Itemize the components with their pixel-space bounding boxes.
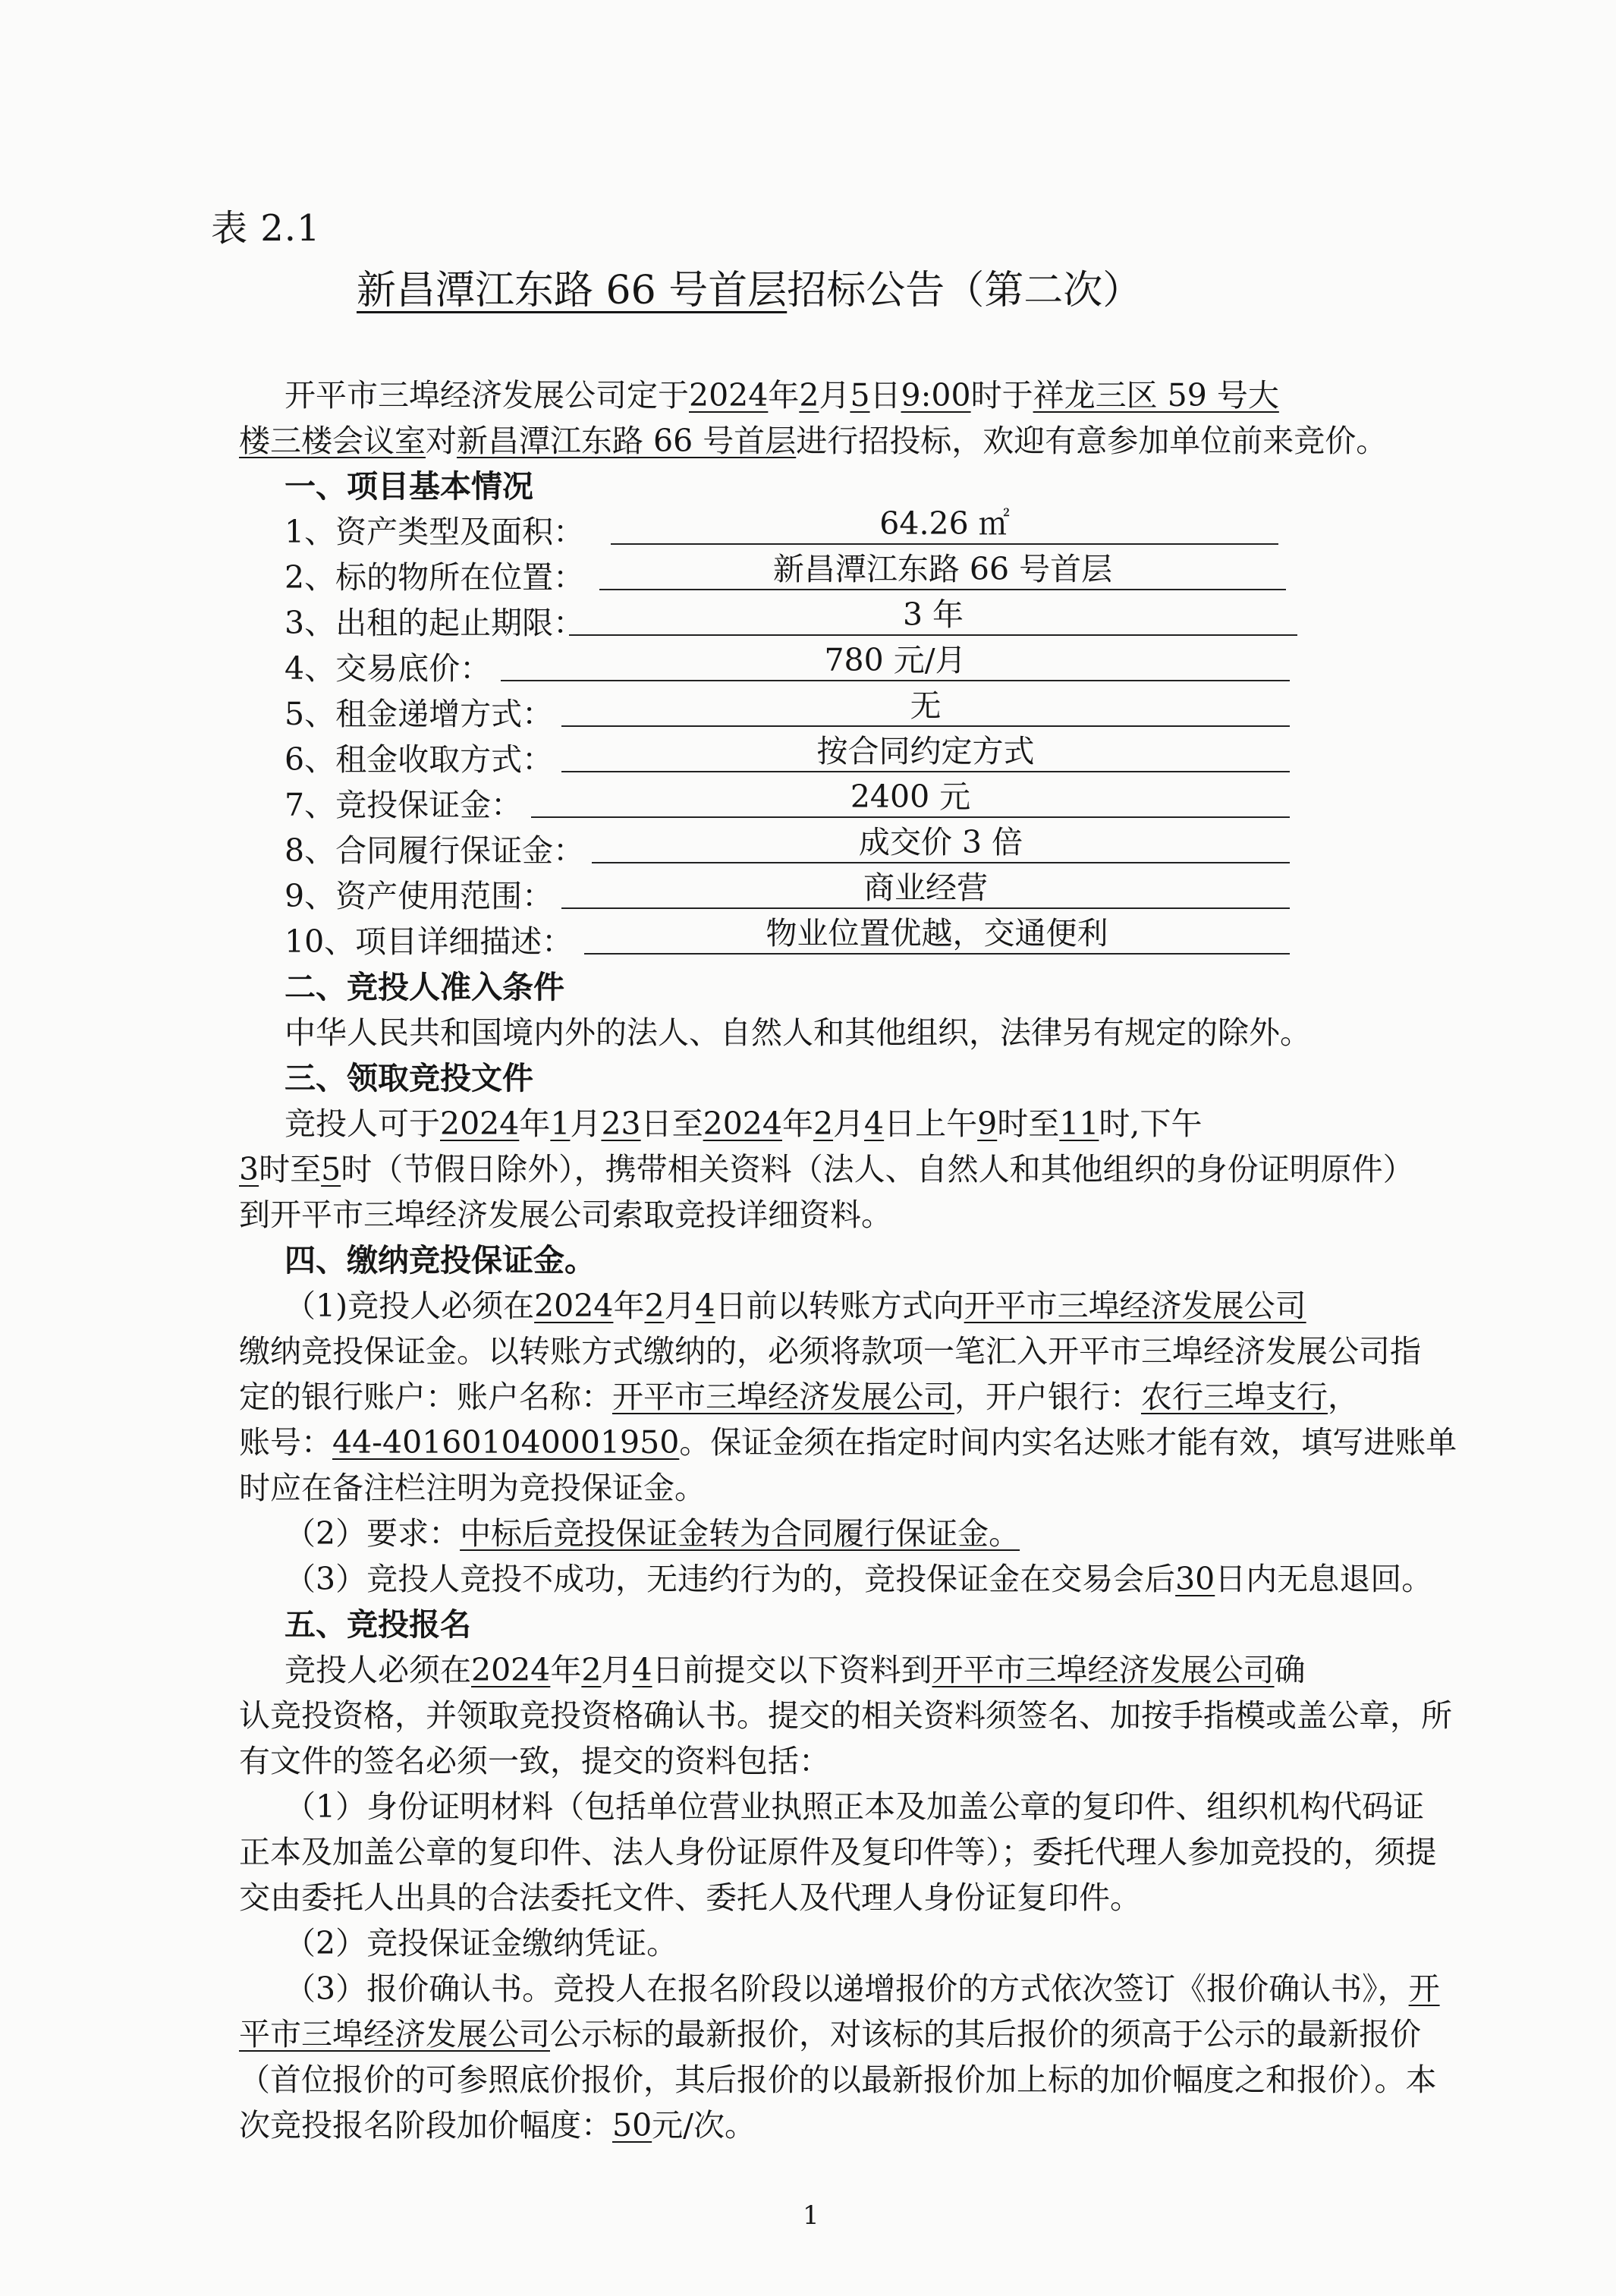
page-number: 1: [803, 2200, 819, 2231]
section-3-line-1: 竞投人可于2024年1月23日至2024年2月4日上午9时至11时,下午: [285, 1106, 1203, 1142]
item-label: 9、资产使用范围：: [285, 878, 554, 914]
section-5-line-3: 有文件的签名必须一致，提交的资料包括：: [239, 1743, 830, 1779]
section-5-line-10: （首位报价的可参照底价报价，其后报价的以最新报价加上标的加价幅度之和报价）。本: [239, 2062, 1437, 2098]
item-label: 7、竞投保证金：: [285, 787, 523, 823]
item-value: 新昌潭江东路 66 号首层: [599, 549, 1286, 590]
section-2-heading: 二、竞投人准入条件: [285, 969, 564, 1005]
item-value: 780 元/月: [501, 640, 1290, 681]
section-5-line-6: 交由委托人出具的合法委托文件、委托人及代理人身份证复印件。: [239, 1879, 1141, 1916]
section-2-text: 中华人民共和国境内外的法人、自然人和其他组织，法律另有规定的除外。: [285, 1014, 1311, 1051]
item-label: 8、合同履行保证金：: [285, 832, 585, 869]
item-label: 6、租金收取方式：: [285, 741, 554, 778]
item-value: 成交价 3 倍: [592, 822, 1290, 863]
item-label: 2、标的物所在位置：: [285, 559, 585, 596]
item-value: 按合同约定方式: [561, 731, 1290, 772]
intro-line-1: 开平市三埠经济发展公司定于2024年2月5日9:00时于祥龙三区 59 号大: [285, 377, 1279, 414]
section-1-heading: 一、项目基本情况: [285, 468, 533, 505]
item-value: 64.26 ㎡: [611, 504, 1278, 545]
item-label: 10、项目详细描述：: [285, 923, 574, 960]
section-5-line-2: 认竞投资格，并领取竞投资格确认书。提交的相关资料须签名、加按手指模或盖公章，所: [239, 1697, 1452, 1734]
section-4-line-2: 缴纳竞投保证金。以转账方式缴纳的，必须将款项一笔汇入开平市三埠经济发展公司指: [239, 1333, 1421, 1370]
title-rest: 招标公告（第二次）: [787, 268, 1143, 313]
section-4-line-3: 定的银行账户：账户名称：开平市三埠经济发展公司，开户银行：农行三埠支行，: [239, 1379, 1359, 1415]
item-label: 1、资产类型及面积：: [285, 514, 585, 550]
item-label: 5、租金递增方式：: [285, 696, 554, 732]
item-label: 3、出租的起止期限：: [285, 605, 585, 641]
section-4-line-6: （2）要求：中标后竞投保证金转为合同履行保证金。: [285, 1515, 1020, 1552]
section-3-line-3: 到开平市三埠经济发展公司索取竞投详细资料。: [239, 1197, 892, 1233]
page-title: [357, 258, 1142, 315]
item-value: 商业经营: [561, 868, 1290, 909]
item-label: 4、交易底价：: [285, 650, 492, 687]
section-4-heading: 四、缴纳竞投保证金。: [285, 1242, 596, 1279]
item-value: 物业位置优越，交通便利: [584, 914, 1290, 955]
section-5-heading: 五、竞投报名: [285, 1606, 471, 1643]
title-subject: 新昌潭江东路 66 号首层: [357, 268, 788, 313]
item-value: 无: [561, 686, 1290, 727]
section-5-line-8: （3）报价确认书。竞投人在报名阶段以递增报价的方式依次签订《报价确认书》，开: [285, 1970, 1440, 2007]
section-5-line-9: 平市三埠经济发展公司公示标的最新报价，对该标的其后报价的须高于公示的最新报价: [239, 2016, 1421, 2052]
section-5-line-4: （1）身份证明材料（包括单位营业执照正本及加盖公章的复印件、组织机构代码证: [285, 1788, 1425, 1825]
item-value: 2400 元: [531, 777, 1290, 818]
section-3-line-2: 3时至5时（节假日除外），携带相关资料（法人、自然人和其他组织的身份证明原件）: [239, 1151, 1414, 1187]
section-3-heading: 三、领取竞投文件: [285, 1060, 533, 1096]
section-5-line-11: 次竞投报名阶段加价幅度：50元/次。: [239, 2107, 756, 2143]
section-4-line-4: 账号：44-401601040001950。保证金须在指定时间内实名达账才能有效，填写进账单: [239, 1424, 1457, 1461]
item-value: 3 年: [569, 595, 1297, 636]
table-number: 表 2.1: [211, 207, 321, 250]
section-4-line-1: （1)竞投人必须在2024年2月4日前以转账方式向开平市三埠经济发展公司: [285, 1288, 1306, 1324]
section-5-line-1: 竞投人必须在2024年2月4日前提交以下资料到开平市三埠经济发展公司确: [285, 1652, 1306, 1688]
section-5-line-7: （2）竞投保证金缴纳凭证。: [285, 1925, 678, 1961]
section-4-line-7: （3）竞投人竞投不成功，无违约行为的，竞投保证金在交易会后30日内无息退回。: [285, 1561, 1433, 1597]
intro-line-2: 楼三楼会议室对新昌潭江东路 66 号首层进行招投标，欢迎有意参加单位前来竞价。: [239, 423, 1388, 459]
section-4-line-5: 时应在备注栏注明为竞投保证金。: [239, 1470, 706, 1506]
section-5-line-5: 正本及加盖公章的复印件、法人身份证原件及复印件等）；委托代理人参加竞投的，须提: [239, 1834, 1437, 1870]
